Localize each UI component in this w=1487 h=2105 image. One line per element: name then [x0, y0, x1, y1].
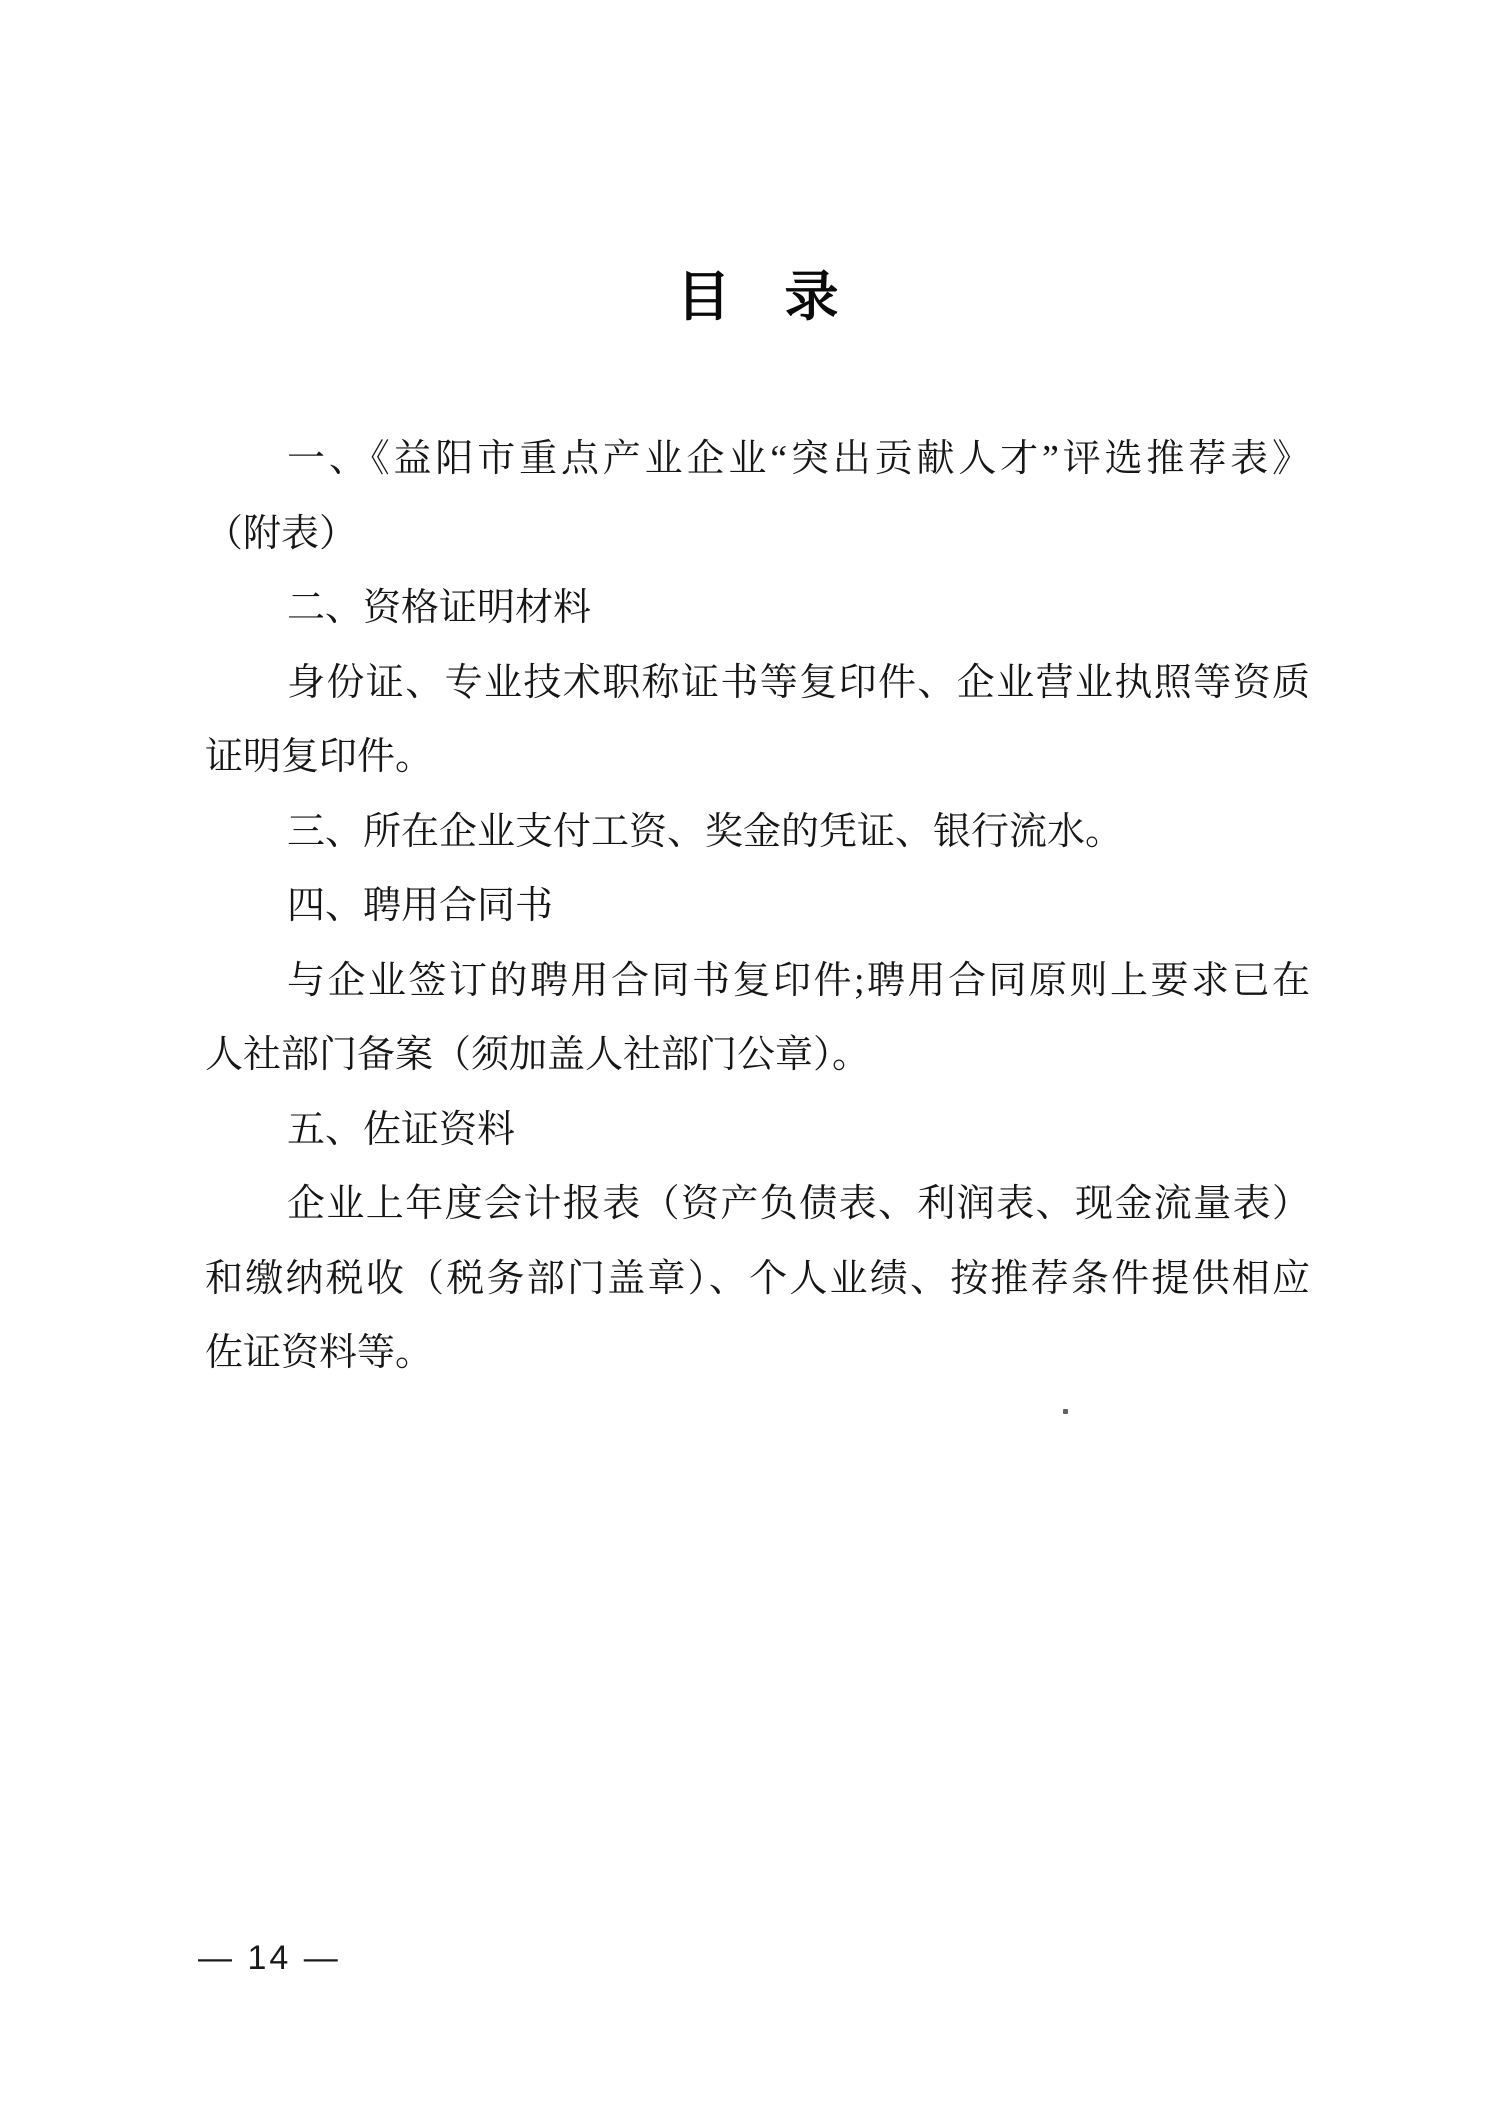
page-number: — 14 — — [198, 1939, 341, 1977]
toc-line-item-1-cont: （附表） — [205, 512, 358, 555]
toc-line-item-2: 二、资格证明材料 — [287, 587, 592, 629]
toc-line-item-1: 一、《益阳市重点产业企业“突出贡献人才”评选推荐表》 — [287, 438, 1310, 480]
toc-line-item-5-desc: 企业上年度会计报表（资产负债表、利润表、现金流量表） — [287, 1183, 1310, 1225]
page-title: 目 录 — [676, 267, 839, 327]
toc-line-item-5: 五、佐证资料 — [287, 1108, 516, 1151]
toc-line-item-5-desc-cont-1: 和缴纳税收（税务部门盖章）、个人业绩、按推荐条件提供相应 — [205, 1257, 1310, 1300]
toc-line-item-4-desc: 与企业签订的聘用合同书复印件;聘用合同原则上要求已在 — [287, 959, 1310, 1002]
scan-artifact-dot — [1063, 1409, 1068, 1414]
toc-line-item-4: 四、聘用合同书 — [287, 885, 554, 927]
table-of-contents — [205, 422, 1310, 1391]
toc-line-item-3: 三、所在企业支付工资、奖金的凭证、银行流水。 — [287, 810, 1124, 853]
toc-line-item-5-desc-cont-2: 佐证资料等。 — [205, 1332, 434, 1374]
toc-line-item-2-desc: 身份证、专业技术职称证书等复印件、企业营业执照等资质 — [287, 661, 1310, 704]
toc-line-item-4-desc-cont: 人社部门备案（须加盖人社部门公章）。 — [205, 1034, 871, 1076]
toc-line-item-2-desc-cont: 证明复印件。 — [205, 736, 434, 778]
